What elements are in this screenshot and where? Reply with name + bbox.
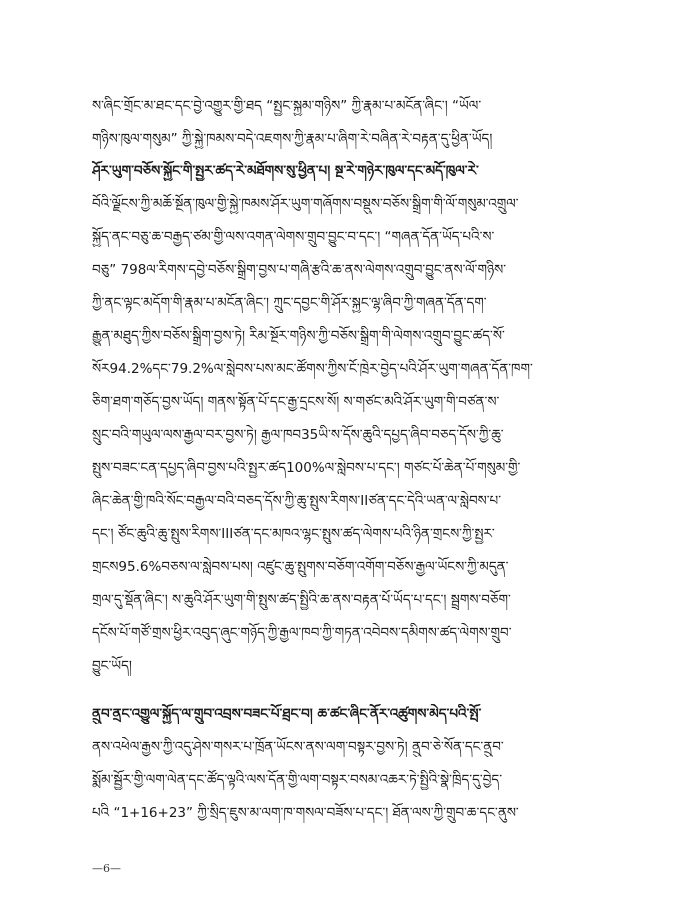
text-line: གཉིས་ཁུལ་གསུམ” ཀྱི་སྐྱེ་ཁམས་བདེ་འཇགས་ཀྱི་རྣམ་པ་ཞིག་རེ་བཞིན་རེ་བརྟན་དུ་ཕྱིན་ཡོད། bbox=[92, 131, 493, 147]
text-line: བྱུང་ཡོད། bbox=[92, 658, 132, 674]
text-line: སོར94.2%དང་79.2%ལ་སླེབས་པས་མང་ཚོགས་ཀྱིས་ངོ་ཁྲེར་བྱེད་པའི་ཤོར་ཡུག་གཞན་དོན་ཁག་ bbox=[92, 361, 533, 377]
text-line: སྲུང་བའི་གཡུལ་ལས་རྒྱལ་བར་བྱས་ཏེ། རྒྱལ་ཁབ35ཡི་ས་དོས་ཆུའི་དཔྱད་ཞིབ་བཅད་དོས་ཀྱི་ཆུ་ bbox=[92, 427, 504, 443]
text-line: ས་ཞིང་གྲོང་མ་ཐང་དང་བྱེ་འགྱུར་གྱི་ཐད “སྤྱང་སྐྱམ་གཉིས” ཀྱི་རྣམ་པ་མངོན་ཞིང་། “ཡོལ་ bbox=[92, 98, 482, 114]
text-line: པའི “1+16+23” ཀྱི་སྲིད་ཇུས་མ་ལག་ཁ་གསལ་བཟོས་པ་དང་། ཐོན་ལས་ཀྱི་གྲུབ་ཆ་དང་ནུས་ bbox=[92, 805, 519, 821]
text-line: ཞིང་ཆེན་གྱི་ཁའི་སོང་བརྒྱལ་བའི་བཅད་དོས་ཀྱི་ཆུ་སྤུས་རིགས་IIཙན་དང་དེའི་ཡན་ལ་སླེབས་པ་ bbox=[92, 493, 502, 509]
text-line: སྐྱོད་ནང་བཅུ་ཆ་བརྒྱད་ཙམ་གྱི་ལས་འགན་ལེགས་གྲུབ་བྱུང་བ་དང་། “གཞན་དོན་ཡོད་པའི་ས་ bbox=[92, 229, 495, 245]
text-line: གྲལ་དུ་སྡོན་ཞིང་། ས་ཆུའི་ཤོར་ཡུག་གི་སྤུས་ཚད་སྤྱིའི་ཆ་ནས་བརྟན་པོ་ཡོད་པ་དང་། སྦྲགས་བཅོག་ bbox=[92, 592, 511, 608]
text-line: དང་། ཙོང་ཆུའི་ཆུ་སྤུས་རིགས་IIIཙན་དང་མཁའ་ལྷང་སྤུས་ཚད་ལེགས་པའི་ཉིན་གྲངས་ཀྱི་སྤྱར་ bbox=[92, 526, 495, 542]
text-line: བོའི་ལྗོངས་ཀྱི་མཆོ་སྔོན་ཁུལ་གྱི་སྐྱེ་ཁམས་ཤོར་ཡུག་གཞོགས་བསྡུས་བཅོས་སྒྲིག་གི་ལོ་གསུམ་འགྲུལ་ bbox=[92, 196, 519, 212]
text-line: ཀྱི་ནང་ལྟང་མདོག་གི་རྣམ་པ་མངོན་ཞིང་། ཀྲུང་དབྱང་གི་ཤོར་སྐྱང་ལྷ་ཞིབ་ཀྱི་གཞན་དོན་དག་ bbox=[92, 295, 487, 311]
text-line: སྤུས་བཟང་ངན་དཔྱད་ཞིབ་བྱས་པའི་སྤྱར་ཚད100%ལ་སླེབས་པ་དང་། གཙང་པོ་ཆེན་པོ་གསུམ་གྱི་ bbox=[92, 460, 521, 476]
text-line: རྒྱུན་མཐུད་ཀྱིས་བཅོས་སྒྲིག་བྱས་ཏེ། རིམ་སྔོར་གཉིས་ཀྱི་བཅོས་སྒྲིག་གི་ལེགས་འགྲུབ་བྱུང་ཚད་སོ་ bbox=[92, 328, 505, 344]
text-line: བཅུ” 798ལ་རིགས་དབྱེ་བཅོས་སྒྲིག་བྱས་པ་གཞི་རྩའི་ཆ་ནས་ལེགས་འགྲུབ་བྱུང་ནས་ལོ་གཉིས་ bbox=[92, 262, 507, 278]
text-line: གྲངས95.6%བཅས་ལ་སླེབས་པས། འཛུང་ཆུ་སྤུགས་བཅོག་འགོག་བཅོས་རྒྱལ་ཡོངས་ཀྱི་མདུན་ bbox=[92, 559, 509, 575]
page-number: —6— bbox=[92, 862, 121, 875]
text-line: སྨོམ་སྦྱོར་གྱི་ལག་ལེན་དང་ཚོད་ལྟའི་ལས་དོན་གྱི་ལག་བསྟར་བསམ་འཆར་ཏེ་སྤྱིའི་སྣེ་ཁྲིད་དུ་བྱེད་ bbox=[92, 772, 503, 788]
section-heading-line: ནྲུབ་ནྲང་འགྱུལ་སྐྱོད་ལ་གྲུབ་འབྲས་བཟང་པོ་ཐྲང་བ། ཆ་ཚང་ཞིང་ནོར་འཚུགས་མེད་པའི་སྤོ་ bbox=[92, 706, 482, 722]
text-line: ནས་འཕེལ་རྒྱས་ཀྱི་འདུ་ཤེས་གསར་པ་ཁྲོན་ཡོངས་ནས་ལག་བསྟར་བྱས་ཏེ། ནྲུབ་ཅེ་སོན་དང་ནྲུབ་ bbox=[92, 739, 504, 755]
text-line: ཅིག་ཐག་གཅོད་བྱས་ཡོད། གནས་སྟོན་པོ་དང་རྒྱ་དྲངས་སོ། ས་གཙང་མའི་ཤོར་ཡུག་གི་བཙན་ས་ bbox=[92, 394, 500, 410]
text-line: དངོས་པོ་གཙོ་གྲས་ཕྱིར་འབུད་ཞུང་གཉོད་ཀྱི་རྒྱལ་ཁབ་ཀྱི་གཏན་འབེབས་དམིགས་ཚད་ལེགས་གྲུབ་ bbox=[92, 625, 512, 641]
section-heading-line: ཤོར་ཡུག་བཅོས་སྐྱོང་གི་སྤྱར་ཚད་རེ་མཐོགས་སུ་ཕྱིན་པ། སྔ་རེ་གཉེར་ཁུལ་དང་མདོ་ཁུལ་རེ་ bbox=[92, 163, 479, 179]
